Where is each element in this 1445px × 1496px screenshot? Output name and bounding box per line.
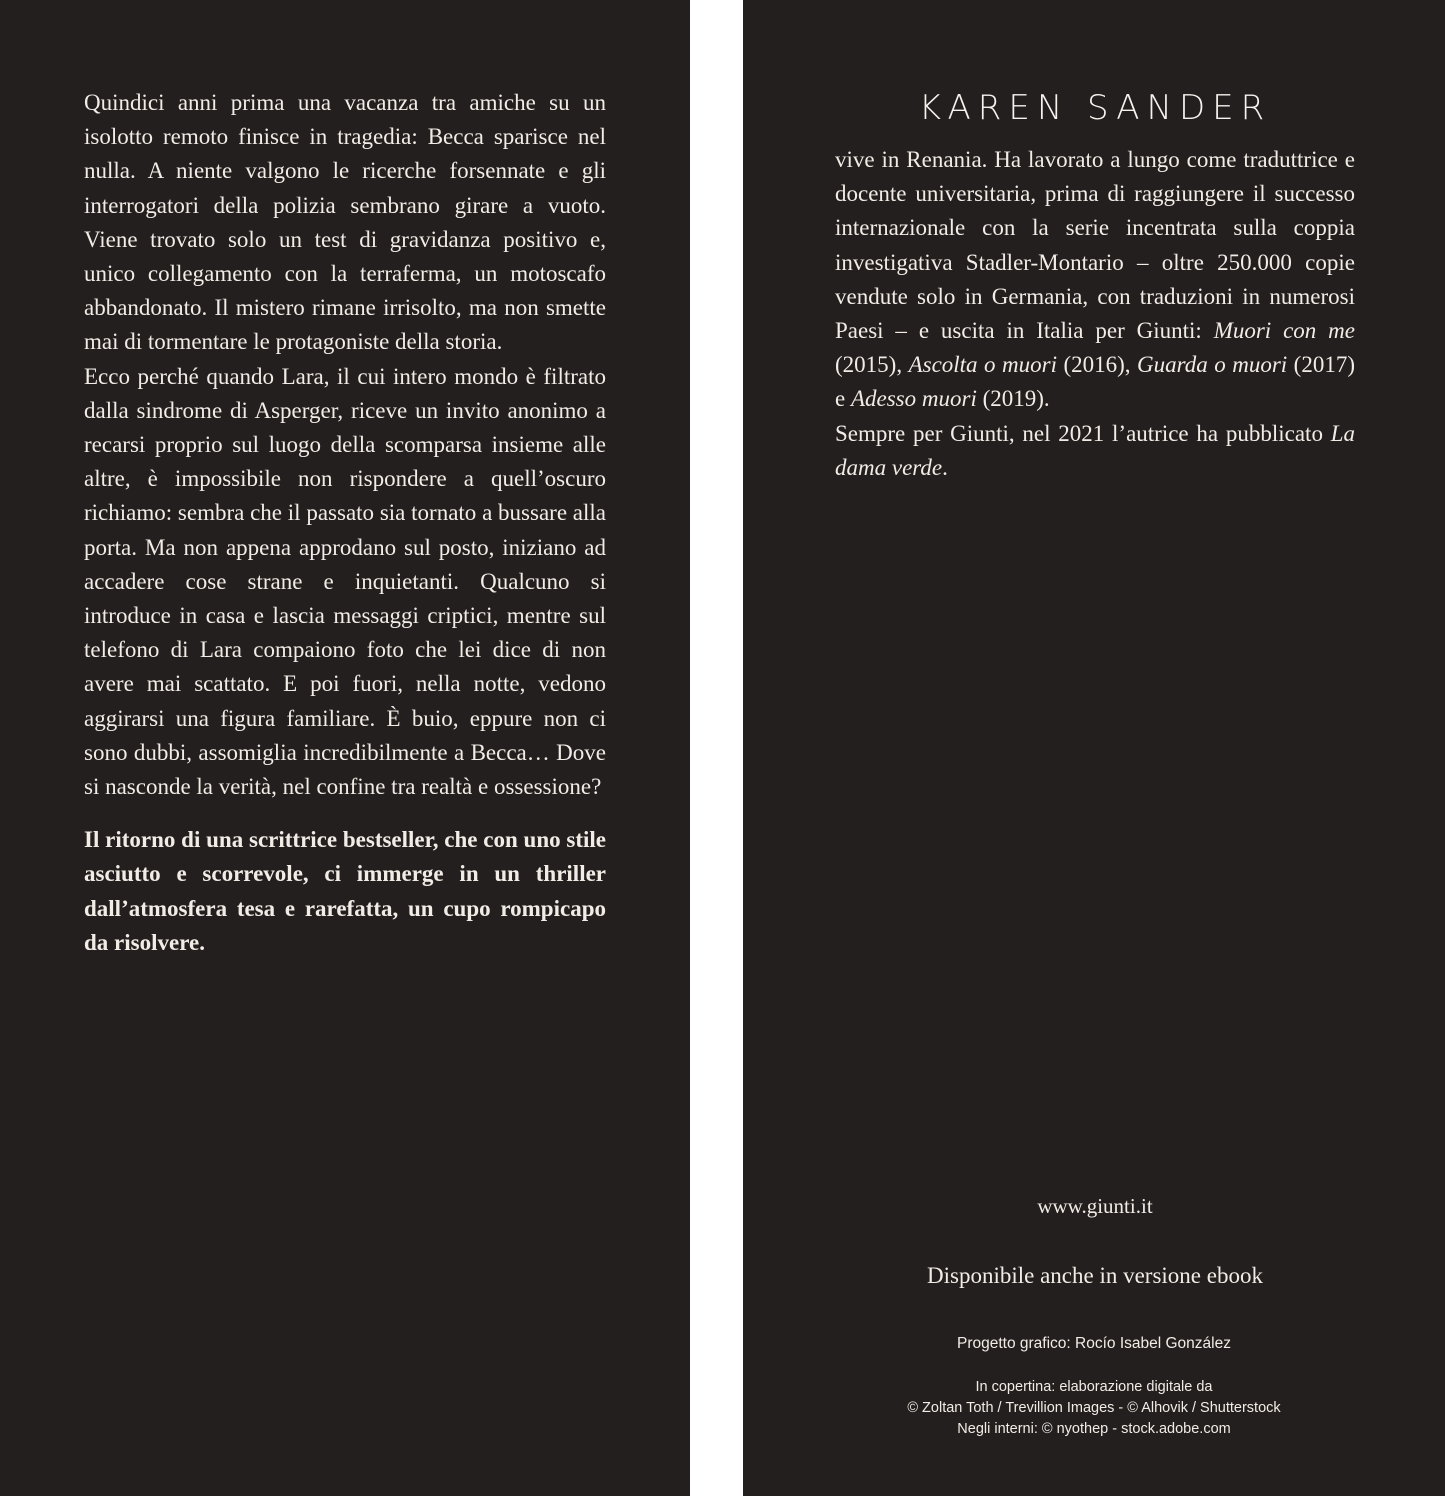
bio-text: (2016), (1056, 352, 1138, 378)
author-name: KAREN SANDER (918, 88, 1272, 128)
synopsis-paragraph-1: Quindici anni prima una vacanza tra amiche su un isolotto remoto finisce in tragedia: Becca sparisce nel nulla. A niente valgono le ricerche forsennate e gli interrogatori della polizia sembrano girare a vuoto. Viene trovato solo un test di gravidanza positivo e, unico collegamento con la terraferma, un motoscafo abbandonato. Il mistero rimane irrisolto, ma non smette mai di tormentare le protagoniste della storia. (84, 90, 606, 355)
synopsis-paragraph-2: Ecco perché quando Lara, il cui intero mondo è filtrato dalla sindrome di Asperger, riceve un invito anonimo a recarsi proprio sul luogo della scomparsa insieme alle altre, è impossibile non rispondere a quell’oscuro richiamo: sembra che il passato sia tornato a bussare alla porta. Ma non appena approdano sul posto, iniziano ad accadere cose strane e inquietanti. Qualcuno si introduce in casa e lascia messaggi criptici, mentre sul telefono di Lara compaiono foto che lei dice di non avere mai scattato. E poi fuori, nella notte, vedono aggirarsi una figura familiare. È buio, eppure non ci sono dubbi, assomiglia incredibilmente a Becca… Dove si nasconde la verità, nel confine tra realtà e ossessione? (84, 363, 606, 800)
bio-text: (2017) e (835, 352, 1355, 412)
front-flap (0, 0, 690, 1496)
book-title-guarda-o-muori: Guarda o muori (1137, 352, 1288, 378)
design-credit: Progetto grafico: Rocío Isabel González (957, 1335, 1231, 1352)
bio-text: (2015), (835, 352, 909, 378)
cover-credit-line: Negli interni: © nyothep - stock.adobe.com (957, 1421, 1231, 1437)
bio-text: (2019). (976, 386, 1050, 412)
publisher-website: www.giunti.it (1037, 1194, 1153, 1218)
cover-credit-line: In copertina: elaborazione digitale da (975, 1379, 1213, 1395)
bio-text: . (942, 454, 948, 480)
synopsis-tagline: Il ritorno di una scrittrice bestseller, che con uno stile asciutto e scorrevole, ci immerge in un thriller dall’atmosfera tesa e rarefatta, un cupo rompicapo da risolvere. (84, 827, 606, 955)
bio-second-line (835, 417, 1355, 485)
back-flap (743, 0, 1445, 1496)
book-title-adesso-muori: Adesso muori (850, 386, 977, 412)
cover-credits (783, 1377, 1405, 1440)
ebook-availability: Disponibile anche in versione ebook (927, 1263, 1263, 1288)
book-title-ascolta-o-muori: Ascolta o muori (908, 352, 1057, 378)
book-title-muori-con-me: Muori con me (1213, 318, 1355, 344)
book-title-la-dama-verde: La dama verde (835, 420, 1355, 480)
author-bio (835, 143, 1355, 485)
bio-text: Sempre per Giunti, nel 2021 l’autrice ha pubblicato (835, 420, 1331, 446)
bio-text: vive in Renania. Ha lavorato a lungo come traduttrice e docente universitaria, prima di raggiungere il successo internazionale con la serie incentrata sulla coppia investigativa Stadler-Montario – oltre 250.000 copie vendute solo in Germania, con traduzioni in numerosi Paesi – e uscita in Italia per Giunti: (835, 147, 1355, 344)
cover-credit-line: © Zoltan Toth / Trevillion Images - © Alhovik / Shutterstock (907, 1400, 1281, 1416)
